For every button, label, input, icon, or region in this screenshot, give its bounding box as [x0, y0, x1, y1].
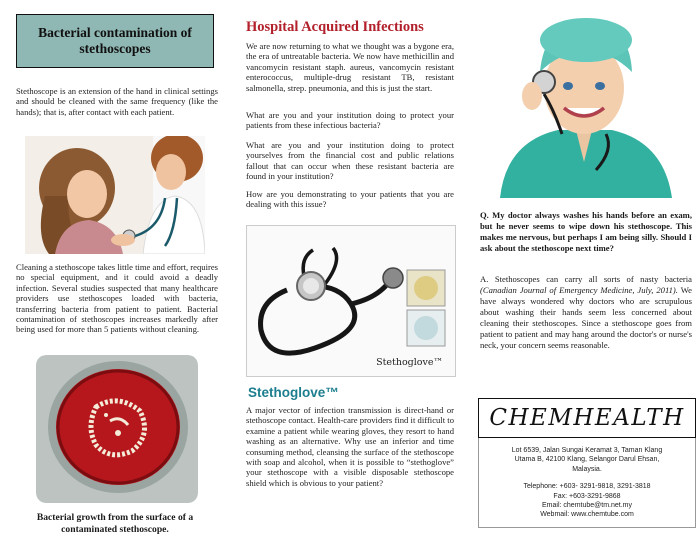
answer-text-start: A. Stethoscopes can carry all sorts of nasty bacteria: [480, 274, 692, 284]
telephone-line: Telephone: +603- 3291-9818, 3291-3818: [523, 483, 651, 491]
stethoglove-product-photo: [246, 225, 456, 377]
stethoglove-product-label: Stethoglove™: [376, 357, 443, 368]
address-line-1: Lot 6539, Jalan Sungai Keramat 3, Taman Klang: [511, 447, 663, 454]
body-paragraph: Cleaning a stethoscope takes little time and effort, requires no special equipment, and it could avoid a deadly infection. Several studies suspected that many healthcare providers use stethoscopes loaded with bacteria, transferring bacteria from patient to patient. Bacterial contamination of stethoscopes increases markedly after being used for more than 5 patients without cleaning.: [16, 262, 218, 335]
patient-question: Q. My doctor always washes his hands before an exam, but he never seems to wipe down his stethoscope. This makes me nervous, but perhaps I am being silly. Should I ask about the stethoscope next time?: [480, 210, 692, 253]
left-panel: [0, 0, 222, 547]
intro-paragraph: Stethoscope is an extension of the hand in clinical settings and should be cleaned with the same frequency (like the hands); that is, after contact with each patient.: [16, 86, 218, 117]
doctor-child-photo: [25, 136, 205, 254]
answer-citation: (Canadian Journal of Emergency Medicine, July, 2011).: [480, 285, 678, 295]
address-line-3: Malaysia.: [572, 465, 602, 473]
bacteria-paragraph: We are now returning to what we thought was a bygone era, the era of untreatable bacteria. We now have methicillin and vancomycin resistant staph. aureus, vancomycin resistant enterococcus, multiple-drug resistant TB, resistant salmonella, strep. pneumonia, and this is just the start.: [246, 41, 454, 93]
middle-panel: [232, 0, 458, 547]
email-line: Email: chemtube@tm.net.my: [542, 502, 632, 510]
contact-block: [478, 438, 696, 528]
demonstrate-paragraph: How are you demonstrating to your patients that you are dealing with this issue?: [246, 189, 454, 210]
hospital-infections-heading: Hospital Acquired Infections: [246, 19, 424, 35]
stethoglove-heading: Stethoglove™: [248, 385, 339, 400]
answer-text-end: We have always wondered why doctors who are scrupulous about washing their hands seem less concerned about cleaning their stethoscopes. Since a stethoscope goes from patient to patient and may hang around the doctor's or nurse's neck, your concern seems reasonable.: [480, 285, 692, 350]
fax-line: Fax: +603-3291-9868: [553, 492, 621, 500]
petri-dish-photo: [36, 355, 198, 503]
panel-title-box: Bacterial contamination of stethoscopes: [16, 14, 214, 68]
expert-answer: [480, 274, 692, 351]
right-panel: [470, 0, 700, 547]
protect-patients-paragraph: What are you and your institution doing to protect your patients from these infectious bacteria?: [246, 110, 454, 131]
protect-institution-paragraph: What are you and your institution doing to protect yourselves from the financial cost and public relations fallout that can occur when these resistant bacteria are found in your institution?: [246, 140, 454, 182]
child-doctor-photo: [484, 10, 686, 198]
webmail-line: Webmail: www.chemtube.com: [540, 511, 634, 519]
stethoglove-paragraph: A major vector of infection transmission is direct-hand or stethoscope contact. Health-care providers find it difficult to examine a patient while wearing gloves, they resort to hand washing as an alternative. Why use an inferior and time consuming method, cleansing the surface of the stethoscope with soap and alcohol, when it is possible to “stethoglove” your stethoscope with a visible disposable stethoscope shield which is obvious to your patient?: [246, 405, 454, 488]
chemhealth-logo: CHEMHEALTH: [478, 398, 696, 438]
petri-dish-caption: Bacterial growth from the surface of a contaminated stethoscope.: [36, 512, 194, 535]
address-line-2: Utama B, 42100 Klang, Selangor Darul Ehsan,: [514, 456, 660, 464]
